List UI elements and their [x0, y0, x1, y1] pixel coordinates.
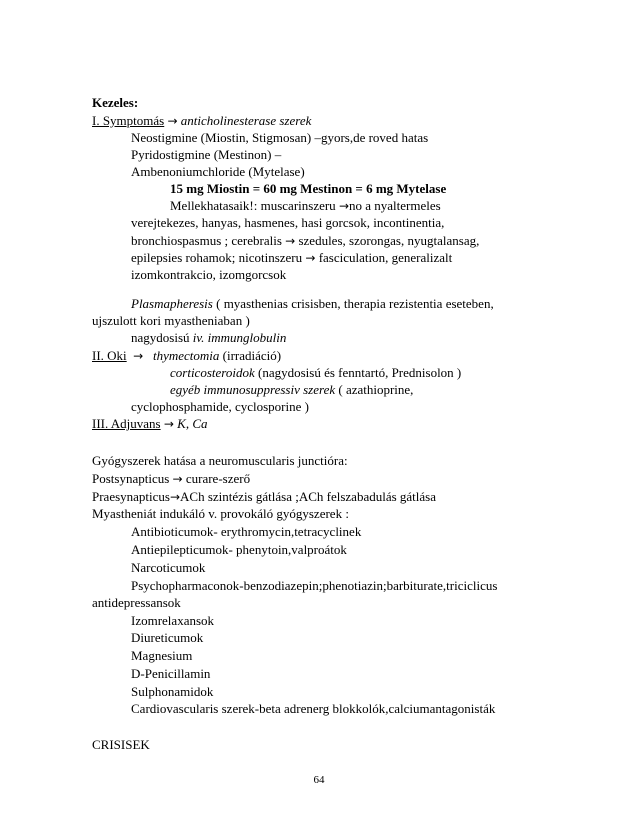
line-oki — [92, 348, 281, 364]
text-plasmapheresis-note: ( myasthenias crisisben, therapia rezistentia eseteben, — [216, 296, 494, 311]
line-postsynapticus — [92, 471, 250, 487]
line-cardiovascularis: Cardiovascularis szerek-beta adrenerg blokkolók,calciumantagonisták — [131, 701, 496, 716]
text-nagydosisu: nagydosisú — [131, 330, 190, 345]
text-thymectomia: thymectomia — [152, 348, 220, 363]
arrow-icon: → — [163, 417, 174, 431]
line-antidepressansok: antidepressansok — [92, 595, 181, 610]
text-anticholinesterase: anticholinesterase szerek — [180, 113, 312, 128]
heading-adjuvans: III. Adjuvans — [92, 416, 161, 431]
text-fasciculation: fasciculation, generalizalt — [318, 250, 453, 265]
line-izomrelaxansok: Izomrelaxansok — [131, 613, 215, 628]
line-antiepilepticumok: Antiepilepticumok- phenytoin,valproátok — [131, 542, 347, 557]
text-curare: curare-szerő — [185, 471, 251, 486]
line-narcoticumok: Narcoticumok — [131, 560, 206, 575]
text-azathioprine: ( azathioprine, — [338, 382, 414, 397]
text-irradiacio: (irradiáció) — [222, 348, 282, 363]
line-epilepsies — [131, 250, 452, 266]
line-d-penicillamin: D-Penicillamin — [131, 666, 211, 681]
line-izomkontrakcio: izomkontrakcio, izomgorcsok — [131, 267, 287, 282]
line-immunosuppressiv — [170, 382, 413, 398]
line-psychopharmaconok: Psychopharmaconok-benzodiazepin;phenotiazin;barbiturate,triciclicus — [131, 578, 498, 593]
arrow-icon: → — [169, 490, 181, 504]
heading-oki: II. Oki — [92, 348, 127, 363]
line-immunglobulin — [131, 330, 286, 346]
text-corticosteroidok: corticosteroidok — [170, 365, 255, 380]
page-number: 64 — [313, 774, 325, 786]
line-antibioticumok: Antibioticumok- erythromycin,tetracyclinek — [131, 524, 362, 539]
section-heading-kezeles: Kezeles: — [92, 95, 139, 110]
line-cyclophosphamide: cyclophosphamide, cyclosporine ) — [131, 399, 309, 414]
line-ambenonium: Ambenoniumchloride (Mytelase) — [131, 164, 305, 179]
text-corticosteroidok-note: (nagydosisú és fenntartó, Prednisolon ) — [257, 365, 462, 380]
arrow-icon: → — [167, 114, 178, 128]
text-k-ca: K, Ca — [177, 416, 208, 431]
line-verejtekezes: verejtekezes, hanyas, hasmenes, hasi gorcsok, incontinentia, — [131, 215, 445, 230]
text-nyaltermeles: no a nyaltermeles — [349, 198, 441, 213]
text-plasmapheresis: Plasmapheresis — [131, 296, 213, 311]
line-praesynapticus — [92, 489, 436, 505]
line-diureticumok: Diureticumok — [131, 630, 204, 645]
line-corticosteroidok — [170, 365, 461, 381]
text-immunosuppressiv: egyéb immunosuppressiv szerek — [170, 382, 336, 397]
line-symptomas — [92, 113, 311, 129]
line-magnesium: Magnesium — [131, 648, 193, 663]
section-heading-crisisek: CRISISEK — [92, 737, 150, 752]
heading-symptomas: I. Symptomás — [92, 113, 165, 128]
line-bronchiospasmus — [131, 233, 479, 249]
line-mellekhatasaik — [170, 198, 441, 214]
arrow-icon: → — [338, 199, 349, 213]
text-praesynapticus: Praesynapticus — [92, 489, 170, 504]
line-sulphonamidok: Sulphonamidok — [131, 684, 214, 699]
line-dose-equivalence: 15 mg Miostin = 60 mg Mestinon = 6 mg Mytelase — [170, 181, 447, 196]
line-adjuvans — [92, 416, 208, 432]
arrow-icon: → — [285, 234, 296, 248]
text-postsynapticus: Postsynapticus — [92, 471, 170, 486]
arrow-icon: → — [305, 251, 316, 265]
text-bronchiospasmus: bronchiospasmus ; cerebralis — [131, 233, 282, 248]
arrow-icon: → — [172, 472, 183, 486]
arrow-icon: → — [133, 349, 144, 363]
line-gyogyszerek-hatasa: Gyógyszerek hatása a neuromuscularis junctióra: — [92, 453, 348, 468]
text-szedules: szedules, szorongas, nyugtalansag, — [298, 233, 480, 248]
text-mellekhatasaik: Mellekhatasaik!: muscarinszeru — [170, 198, 336, 213]
line-plasmapheresis — [131, 296, 494, 312]
text-epilepsies: epilepsies rohamok; nicotinszeru — [131, 250, 303, 265]
text-iv-immunglobulin: iv. immunglobulin — [192, 330, 287, 345]
line-myastheniat-indukalo: Myastheniát indukáló v. provokáló gyógyszerek : — [92, 506, 349, 521]
line-ujszulott: ujszulott kori myastheniaban ) — [92, 313, 250, 328]
line-neostigmine: Neostigmine (Miostin, Stigmosan) –gyors,de roved hatas — [131, 130, 429, 145]
text-ach: ACh szintézis gátlása ;ACh felszabadulás gátlása — [180, 489, 436, 504]
line-pyridostigmine: Pyridostigmine (Mestinon) – — [131, 147, 282, 162]
